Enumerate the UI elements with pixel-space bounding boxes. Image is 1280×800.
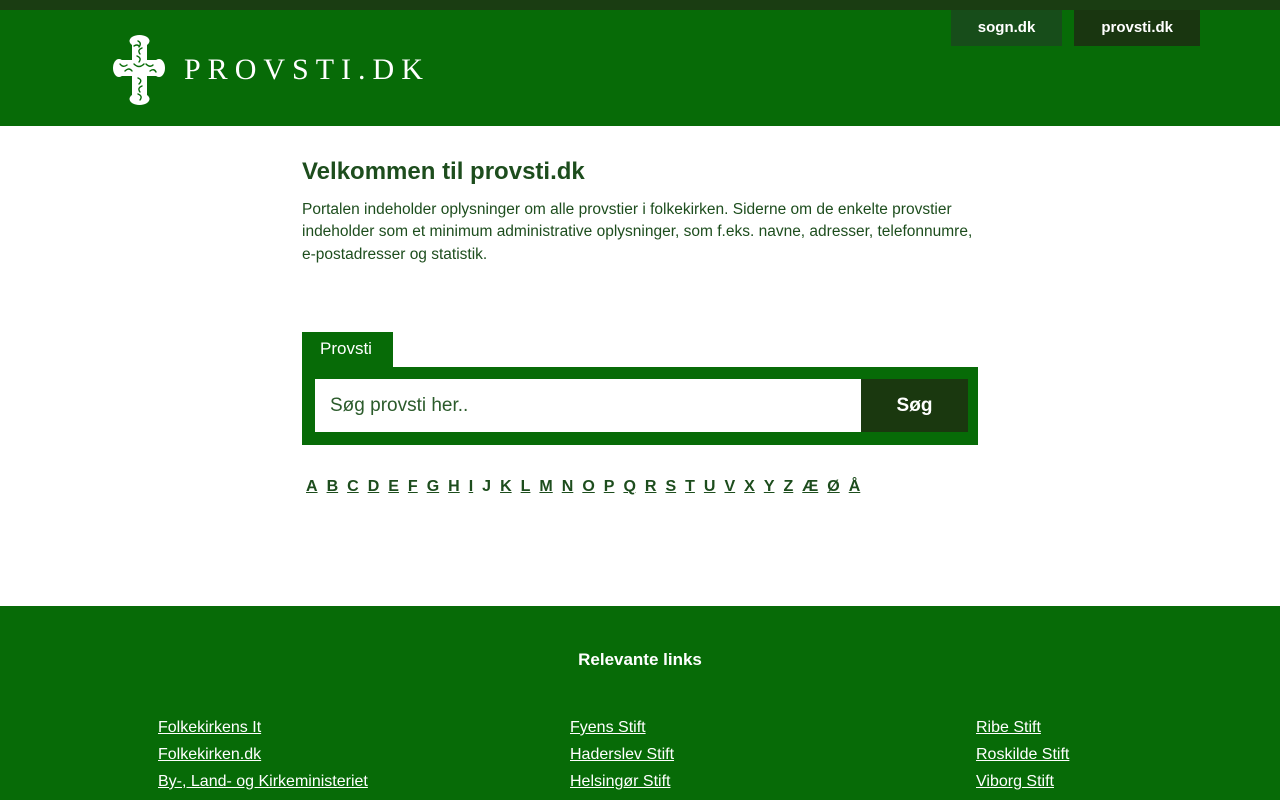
alphabet-letter-G[interactable]: G xyxy=(426,478,440,496)
page-title: Velkommen til provsti.dk xyxy=(302,158,585,185)
alphabet-letter-A[interactable]: A xyxy=(306,478,318,496)
site-switcher-tabs xyxy=(951,10,1200,46)
tab-sogn-dk[interactable]: sogn.dk xyxy=(951,10,1063,46)
footer-link[interactable]: Ribe Stift xyxy=(976,719,1041,736)
alphabet-letter-H[interactable]: H xyxy=(448,478,460,496)
alphabet-letter-Q[interactable]: Q xyxy=(623,478,636,496)
alphabet-letter-Å[interactable]: Å xyxy=(848,478,861,496)
footer-link[interactable]: Folkekirkens It xyxy=(158,719,262,736)
alphabet-letter-B[interactable]: B xyxy=(326,478,339,496)
footer-link[interactable]: Folkekirken.dk xyxy=(158,746,262,763)
alphabet-letter-T[interactable]: T xyxy=(685,478,695,496)
search-input[interactable] xyxy=(315,379,861,432)
alphabet-letter-J: J xyxy=(482,478,492,496)
alphabet-letter-X[interactable]: X xyxy=(744,478,755,496)
alphabet-nav xyxy=(302,478,978,496)
alphabet-letter-R[interactable]: R xyxy=(644,478,657,496)
site-header xyxy=(0,10,1280,126)
ornate-cross-icon xyxy=(112,34,166,106)
footer-column xyxy=(158,714,570,795)
alphabet-letter-Ø[interactable]: Ø xyxy=(827,478,840,496)
alphabet-letter-E[interactable]: E xyxy=(388,478,399,496)
tab-provsti-dk[interactable]: provsti.dk xyxy=(1074,10,1200,46)
alphabet-letter-U[interactable]: U xyxy=(703,478,716,496)
footer-link[interactable]: Roskilde Stift xyxy=(976,746,1070,763)
alphabet-letter-S[interactable]: S xyxy=(665,478,677,496)
alphabet-letter-M[interactable]: M xyxy=(539,478,553,496)
alphabet-letter-L[interactable]: L xyxy=(520,478,531,496)
site-logo[interactable] xyxy=(112,34,430,106)
footer-link[interactable]: Helsingør Stift xyxy=(570,773,671,790)
search-band xyxy=(302,367,978,445)
search-section xyxy=(302,332,978,445)
alphabet-letter-Y[interactable]: Y xyxy=(763,478,775,496)
main-content xyxy=(302,126,978,606)
alphabet-letter-Z[interactable]: Z xyxy=(783,478,794,496)
footer-link[interactable]: Haderslev Stift xyxy=(570,746,675,763)
alphabet-letter-O[interactable]: O xyxy=(582,478,595,496)
alphabet-letter-C[interactable]: C xyxy=(347,478,359,496)
footer-title: Relevante links xyxy=(578,650,702,669)
alphabet-letter-K[interactable]: K xyxy=(500,478,512,496)
search-tab-provsti[interactable]: Provsti xyxy=(302,332,393,367)
footer-link[interactable]: By-, Land- og Kirkeministeriet xyxy=(158,773,368,790)
alphabet-letter-V[interactable]: V xyxy=(724,478,736,496)
alphabet-letter-N[interactable]: N xyxy=(561,478,574,496)
alphabet-letter-P[interactable]: P xyxy=(603,478,615,496)
alphabet-letter-D[interactable]: D xyxy=(367,478,380,496)
alphabet-letter-F[interactable]: F xyxy=(407,478,418,496)
footer-links xyxy=(0,714,1280,795)
search-button[interactable]: Søg xyxy=(861,379,968,432)
footer-column xyxy=(976,714,1280,795)
alphabet-letter-Æ[interactable]: Æ xyxy=(802,478,819,496)
intro-text: Portalen indeholder oplysninger om alle provstier i folkekirken. Siderne om de enkelte provstier indeholder som et minimum administrative oplysninger, som f.eks. navne, adresser, telefonnumre, e-postadresser og statistik. xyxy=(302,201,973,263)
footer-link[interactable]: Fyens Stift xyxy=(570,719,646,736)
footer-link[interactable]: Viborg Stift xyxy=(976,773,1054,790)
alphabet-letter-I[interactable]: I xyxy=(468,478,474,496)
footer-column xyxy=(570,714,976,795)
logo-text: PROVSTI.DK xyxy=(184,53,430,86)
top-strip xyxy=(0,0,1280,10)
footer xyxy=(0,606,1280,800)
